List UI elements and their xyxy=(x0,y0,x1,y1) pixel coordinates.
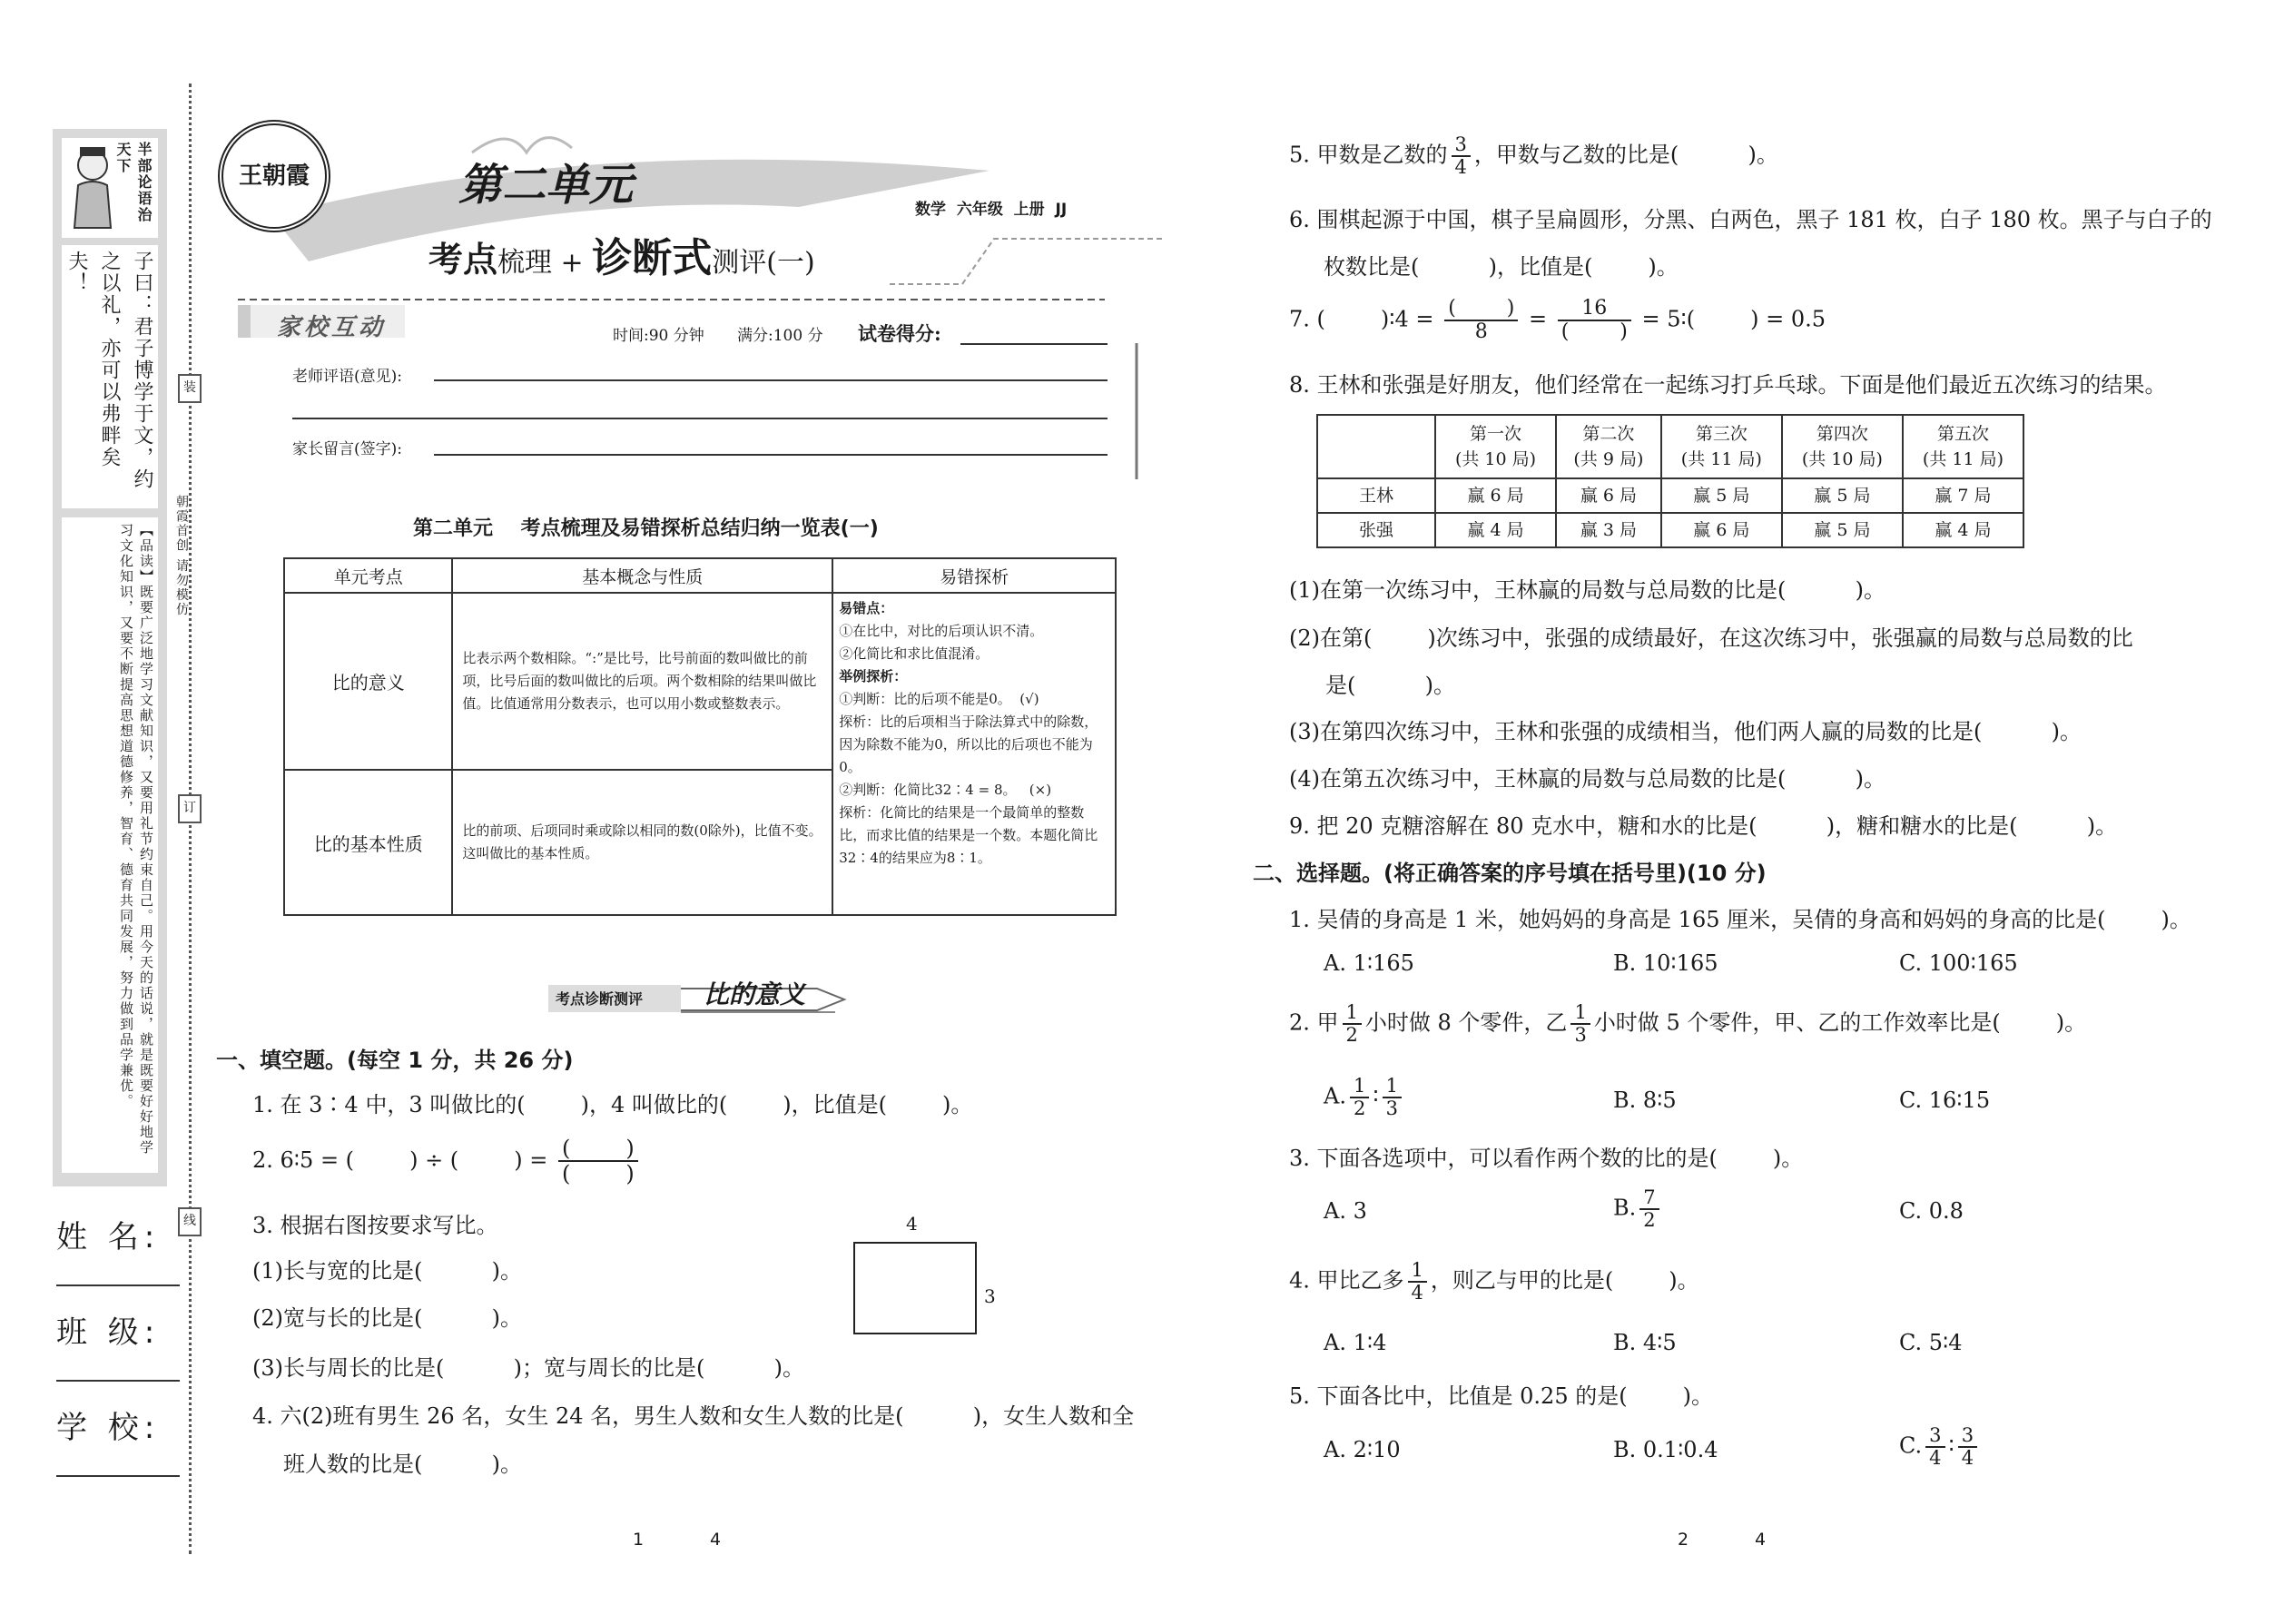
head-5-total: (共 11 局) xyxy=(1922,449,2004,469)
summary-concept-2: 比的前项、后项同时乘或除以相同的数(0除外)，比值不变。这叫做比的基本性质。 xyxy=(452,770,832,915)
s2-q2-f2-den: 3 xyxy=(1574,1024,1587,1047)
s1-q3: 3. 根据右图按要求写比。 xyxy=(252,1213,498,1238)
table-head-4 xyxy=(1782,415,1903,478)
match-results-table xyxy=(1316,414,2024,548)
s2-q4-text-a: 4. 甲比乙多 xyxy=(1289,1267,1404,1294)
rectangle-figure xyxy=(853,1242,977,1334)
s1-q4-line1: 4. 六(2)班有男生 26 名，女生 24 名，男生人数和女生人数的比是( )，女生人数和全 xyxy=(252,1403,1135,1429)
exam-full-score: 满分:100 分 xyxy=(737,327,823,345)
s2-q2-text-a: 2. 甲 xyxy=(1289,1009,1339,1036)
s2-q2-f1-num: 1 xyxy=(1343,1002,1362,1025)
error-line-5: ①判断：比的后项不能是0。 (√) xyxy=(839,691,1039,707)
s2-q4-opt-a[interactable]: A. 1∶4 xyxy=(1324,1330,1387,1355)
book-tag: 数学 六年级 上册 JJ xyxy=(915,201,1068,219)
s1-q7 xyxy=(1289,298,1826,343)
s2-q2-opt-a-label: A. xyxy=(1324,1083,1346,1109)
row-2-cell-2: 赢 3 局 xyxy=(1556,513,1661,547)
s1-q5-text-b: ，甲数与乙数的比是( )。 xyxy=(1473,142,1778,168)
scholar-mascot-icon xyxy=(65,142,120,232)
confucius-quote: 子曰：君子博学于文，约之以礼，亦可以弗畔矣夫！ xyxy=(62,245,158,508)
table-corner xyxy=(1317,415,1435,478)
s1-q2-text: 2. 6∶5 = ( ) ÷ ( ) = xyxy=(252,1147,548,1173)
right-page-number: 2 xyxy=(1678,1530,1689,1550)
s1-q3-1: (1)长与宽的比是( )。 xyxy=(252,1258,523,1284)
table-row xyxy=(1317,478,2023,513)
parent-message-line[interactable] xyxy=(434,454,1108,456)
series-title: 半部论语治天下 xyxy=(114,142,153,223)
s1-q7-text-a: 7. ( )∶4 = xyxy=(1289,306,1434,332)
s1-q4-line2: 班人数的比是( )。 xyxy=(283,1452,523,1477)
s1-q2-fraction xyxy=(558,1137,638,1186)
summary-concept-1: 比表示两个数相除。“:”是比号，比号前面的数叫做比的前项，比号后面的数叫做比的后项。两个数相除的结果叫做比值。比值通常用分数表示，也可以用小数或整数表示。 xyxy=(452,593,832,770)
subtitle-part-c: + xyxy=(552,247,593,279)
s2-q5-opt-c[interactable] xyxy=(1899,1425,1981,1469)
s1-q7-f1-num[interactable]: ( ) xyxy=(1444,298,1518,321)
s2-q3-opt-b-num: 7 xyxy=(1639,1187,1659,1210)
s1-q3-2: (2)宽与长的比是( )。 xyxy=(252,1305,523,1331)
s1-q7-f2-num: 16 xyxy=(1558,298,1631,321)
s2-q5-opt-a[interactable]: A. 2∶10 xyxy=(1324,1437,1401,1462)
head-3-round: 第三次 xyxy=(1695,424,1748,444)
s1-q7-text-b: = 5∶( ) = 0.5 xyxy=(1641,306,1826,332)
class-label: 班 级: xyxy=(56,1314,161,1351)
subtitle-part-a: 考点 xyxy=(428,239,498,280)
banner-tag: 考点诊断测评 xyxy=(556,990,644,1008)
publisher-logo: 王朝霞 xyxy=(218,120,330,232)
left-page-number: 1 xyxy=(633,1530,645,1550)
head-1-round: 第一次 xyxy=(1470,424,1522,444)
s1-q6-line2: 枚数比是( )，比值是( )。 xyxy=(1324,254,1679,280)
s2-q4-num: 1 xyxy=(1408,1260,1427,1283)
row-1-name: 王林 xyxy=(1317,478,1435,513)
s2-q3-opt-b-fraction xyxy=(1639,1187,1659,1231)
s2-q5-opt-c-f1 xyxy=(1925,1425,1944,1469)
table-head-3 xyxy=(1661,415,1782,478)
s1-q8-2-line1: (2)在第( )次练习中，张强的成绩最好，在这次练习中，张强赢的局数与总局数的比 xyxy=(1289,625,2133,651)
s2-q2 xyxy=(1289,1002,2086,1046)
side-note: 朝霞首创 请勿模仿 xyxy=(174,495,189,617)
name-line xyxy=(56,1284,180,1286)
row-1-cell-3: 赢 5 局 xyxy=(1661,478,1782,513)
s2-q2-opt-a-colon: ∶ xyxy=(1373,1083,1379,1109)
head-5-round: 第五次 xyxy=(1936,424,1989,444)
error-line-1: 易错点： xyxy=(839,600,894,616)
row-2-cell-4: 赢 5 局 xyxy=(1782,513,1903,547)
summary-topic-2: 比的基本性质 xyxy=(284,770,452,915)
error-line-7: ②判断：化简比32∶4 = 8。 (×) xyxy=(839,782,1052,798)
commentary-text: 【品读】既要广泛地学习文献知识，又要用礼节约束自己。用今天的话说，就是既要好好地学习文化知识，又要不断提高思想道德修养，智育、德育共同发展，努力做到品学兼优。 xyxy=(62,517,158,1173)
s1-q5-fraction xyxy=(1452,134,1471,178)
table-head-5 xyxy=(1903,415,2023,478)
class-line xyxy=(56,1380,180,1382)
head-2-total: (共 9 局) xyxy=(1573,449,1644,469)
s2-q3-opt-b-label: B. xyxy=(1613,1195,1637,1221)
cut-mark-2: 订 xyxy=(178,794,202,823)
s1-q1: 1. 在 3∶4 中，3 叫做比的( )，4 叫做比的( )，比值是( )。 xyxy=(252,1092,973,1117)
s1-q7-equals: = xyxy=(1528,306,1548,332)
exam-time: 时间:90 分钟 xyxy=(613,327,704,345)
summary-header-concept: 基本概念与性质 xyxy=(452,558,832,593)
s2-q4-opt-b[interactable]: B. 4∶5 xyxy=(1613,1330,1677,1355)
teacher-comment-line-1[interactable] xyxy=(434,379,1108,381)
row-2-cell-1: 赢 4 局 xyxy=(1435,513,1556,547)
s2-q2-opt-a-f1 xyxy=(1350,1076,1369,1119)
head-2-round: 第二次 xyxy=(1582,424,1635,444)
score-line[interactable] xyxy=(960,343,1108,345)
summary-header-errors: 易错探析 xyxy=(832,558,1116,593)
s1-q8-4: (4)在第五次练习中，王林赢的局数与总局数的比是( )。 xyxy=(1289,766,1886,792)
s2-q2-opt-a-f1-den: 2 xyxy=(1353,1097,1366,1120)
banner-title: 比的意义 xyxy=(704,979,806,1009)
s1-q7-f1-den: 8 xyxy=(1474,320,1488,344)
s2-q2-opt-a-f2 xyxy=(1383,1076,1402,1119)
school-line xyxy=(56,1475,180,1477)
s1-q8-3: (3)在第四次练习中，王林和张强的成绩相当，他们两人赢的局数的比是( )。 xyxy=(1289,719,2082,744)
subtitle-part-d: 诊断式 xyxy=(592,235,713,281)
s2-q4-text-b: ，则乙与甲的比是( )。 xyxy=(1430,1267,1699,1294)
row-1-cell-1: 赢 6 局 xyxy=(1435,478,1556,513)
s2-q2-opt-a[interactable] xyxy=(1324,1076,1405,1119)
s2-q3-opt-c[interactable]: C. 0.8 xyxy=(1899,1198,1964,1224)
error-line-6: 探析：比的后项相当于除法算式中的除数，因为除数不能为0，所以比的后项也不能为0。 xyxy=(839,714,1098,775)
summary-topic-1: 比的意义 xyxy=(284,593,452,770)
row-2-cell-3: 赢 6 局 xyxy=(1661,513,1782,547)
error-line-4: 举例探析： xyxy=(839,668,908,684)
error-line-2: ①在比中，对比的后项认识不清。 xyxy=(839,623,1044,639)
row-1-cell-2: 赢 6 局 xyxy=(1556,478,1661,513)
s1-q7-fraction-2 xyxy=(1558,298,1631,343)
teacher-comment-line-2[interactable] xyxy=(292,418,1108,419)
head-4-total: (共 10 局) xyxy=(1801,449,1883,469)
subtitle-part-e: 测评(一) xyxy=(712,247,815,279)
s1-q5 xyxy=(1289,134,1778,178)
row-2-name: 张强 xyxy=(1317,513,1435,547)
head-1-total: (共 10 局) xyxy=(1454,449,1537,469)
s2-q5-opt-c-f2-den: 4 xyxy=(1961,1447,1974,1470)
s2-q2-f2-num: 1 xyxy=(1570,1002,1590,1025)
s2-q5-opt-c-colon: ∶ xyxy=(1948,1432,1954,1459)
summary-header-topic: 单元考点 xyxy=(284,558,452,593)
error-line-8: 探析：化简比的结果是一个最简单的整数比，而求比值的结果是一个数。本题化简比32∶4的结果应为8∶1。 xyxy=(839,804,1098,866)
summary-title: 第二单元 考点梳理及易错探析总结归纳一览表(一) xyxy=(413,517,879,540)
s1-q7-fraction-1 xyxy=(1444,298,1518,343)
s1-q7-f2-den[interactable]: ( ) xyxy=(1561,320,1628,344)
home-school-label: 家校互动 xyxy=(277,314,387,341)
s2-q1-opt-b[interactable]: B. 10∶165 xyxy=(1613,950,1718,976)
s2-q2-fraction-2 xyxy=(1570,1002,1590,1046)
s1-q3-3: (3)长与周长的比是( )；宽与周长的比是( )。 xyxy=(252,1355,805,1381)
s2-q1-opt-a[interactable]: A. 1∶165 xyxy=(1324,950,1414,976)
s2-q4 xyxy=(1289,1260,1699,1304)
s2-q5-opt-c-f1-den: 4 xyxy=(1929,1447,1942,1470)
s2-q5-opt-c-label: C. xyxy=(1899,1432,1923,1459)
s1-q8-1: (1)在第一次练习中，王林赢的局数与总局数的比是( )。 xyxy=(1289,577,1886,603)
s2-q2-opt-c[interactable]: C. 16∶15 xyxy=(1899,1088,1991,1113)
rectangle-length-label: 4 xyxy=(906,1213,918,1235)
page-subtitle xyxy=(428,225,815,283)
s2-q4-opt-c[interactable]: C. 5∶4 xyxy=(1899,1330,1963,1355)
unit-title: 第二单元 xyxy=(458,160,634,211)
s2-q2-opt-b[interactable]: B. 8∶5 xyxy=(1613,1088,1677,1113)
s2-q2-f1-den: 2 xyxy=(1345,1024,1358,1047)
s1-q9: 9. 把 20 克糖溶解在 80 克水中，糖和水的比是( )，糖和糖水的比是( )。 xyxy=(1289,813,2118,839)
s1-q5-text-a: 5. 甲数是乙数的 xyxy=(1289,142,1448,168)
s2-q5-opt-c-f2-num: 3 xyxy=(1958,1425,1977,1448)
s1-q2-num[interactable]: ( ) xyxy=(558,1137,638,1162)
cut-mark-1: 装 xyxy=(178,374,202,403)
table-row xyxy=(1317,513,2023,547)
s1-q2 xyxy=(252,1137,642,1186)
mascot-box xyxy=(62,138,158,238)
score-label: 试卷得分: xyxy=(858,322,941,345)
s2-q1-opt-c[interactable]: C. 100∶165 xyxy=(1899,950,2018,976)
s1-q8-2-line2: 是( )。 xyxy=(1325,673,1456,698)
head-4-round: 第四次 xyxy=(1816,424,1868,444)
s2-q2-opt-a-f2-den: 3 xyxy=(1385,1097,1398,1120)
row-1-cell-4: 赢 5 局 xyxy=(1782,478,1903,513)
s1-q8: 8. 王林和张强是好朋友，他们经常在一起练习打乒乓球。下面是他们最近五次练习的结果。 xyxy=(1289,372,2167,398)
summary-table xyxy=(283,557,1117,916)
s2-q2-fraction-1 xyxy=(1343,1002,1362,1046)
teacher-comment-label: 老师评语(意见): xyxy=(292,368,402,386)
head-3-total: (共 11 局) xyxy=(1680,449,1762,469)
binding-sidebar xyxy=(53,129,167,1186)
parent-message-label: 家长留言(签字): xyxy=(292,440,402,458)
error-line-3: ②化简比和求比值混淆。 xyxy=(839,645,989,662)
left-page-total: 4 xyxy=(710,1530,722,1550)
s1-q5-num: 3 xyxy=(1452,134,1471,157)
row-2-cell-5: 赢 4 局 xyxy=(1903,513,2023,547)
s2-q4-den: 4 xyxy=(1411,1282,1423,1304)
s2-q3-opt-a[interactable]: A. 3 xyxy=(1324,1198,1367,1224)
right-page-total: 4 xyxy=(1755,1530,1767,1550)
cut-mark-3: 线 xyxy=(178,1207,202,1236)
s1-q5-den: 4 xyxy=(1454,156,1467,179)
school-label: 学 校: xyxy=(56,1410,161,1446)
name-label: 姓 名: xyxy=(56,1219,161,1255)
s2-q3-opt-b[interactable] xyxy=(1613,1187,1663,1231)
section2-title: 二、选择题。(将正确答案的序号填在括号里)(10 分) xyxy=(1253,861,1767,886)
section1-title: 一、填空题。(每空 1 分，共 26 分) xyxy=(216,1048,574,1073)
s2-q2-text-b: 小时做 8 个零件，乙 xyxy=(1364,1009,1568,1036)
s1-q2-den[interactable]: ( ) xyxy=(561,1161,635,1187)
s2-q5-opt-c-f1-num: 3 xyxy=(1925,1425,1944,1448)
subtitle-part-b: 梳理 xyxy=(497,247,553,279)
s1-q6-line1: 6. 围棋起源于中国，棋子呈扁圆形，分黑、白两色，黑子 181 枚，白子 180 枚。黑子与白子的 xyxy=(1289,207,2212,232)
s2-q3: 3. 下面各选项中，可以看作两个数的比的是( )。 xyxy=(1289,1146,1804,1171)
s2-q4-fraction xyxy=(1408,1260,1427,1304)
s2-q2-opt-a-f2-num: 1 xyxy=(1383,1076,1402,1098)
s2-q5-opt-b[interactable]: B. 0.1∶0.4 xyxy=(1613,1437,1718,1462)
table-head-1 xyxy=(1435,415,1556,478)
table-head-2 xyxy=(1556,415,1661,478)
row-1-cell-5: 赢 7 局 xyxy=(1903,478,2023,513)
s2-q1: 1. 吴倩的身高是 1 米，她妈妈的身高是 165 厘米，吴倩的身高和妈妈的身高的比是( )。 xyxy=(1289,907,2191,932)
s2-q5: 5. 下面各比中，比值是 0.25 的是( )。 xyxy=(1289,1383,1713,1409)
s2-q5-opt-c-f2 xyxy=(1958,1425,1977,1469)
summary-errors-cell xyxy=(832,593,1116,915)
s2-q2-text-c: 小时做 5 个零件，甲、乙的工作效率比是( )。 xyxy=(1593,1009,2087,1036)
s2-q2-opt-a-f1-num: 1 xyxy=(1350,1076,1369,1098)
rectangle-width-label: 3 xyxy=(984,1285,996,1307)
s2-q3-opt-b-den: 2 xyxy=(1643,1209,1656,1232)
